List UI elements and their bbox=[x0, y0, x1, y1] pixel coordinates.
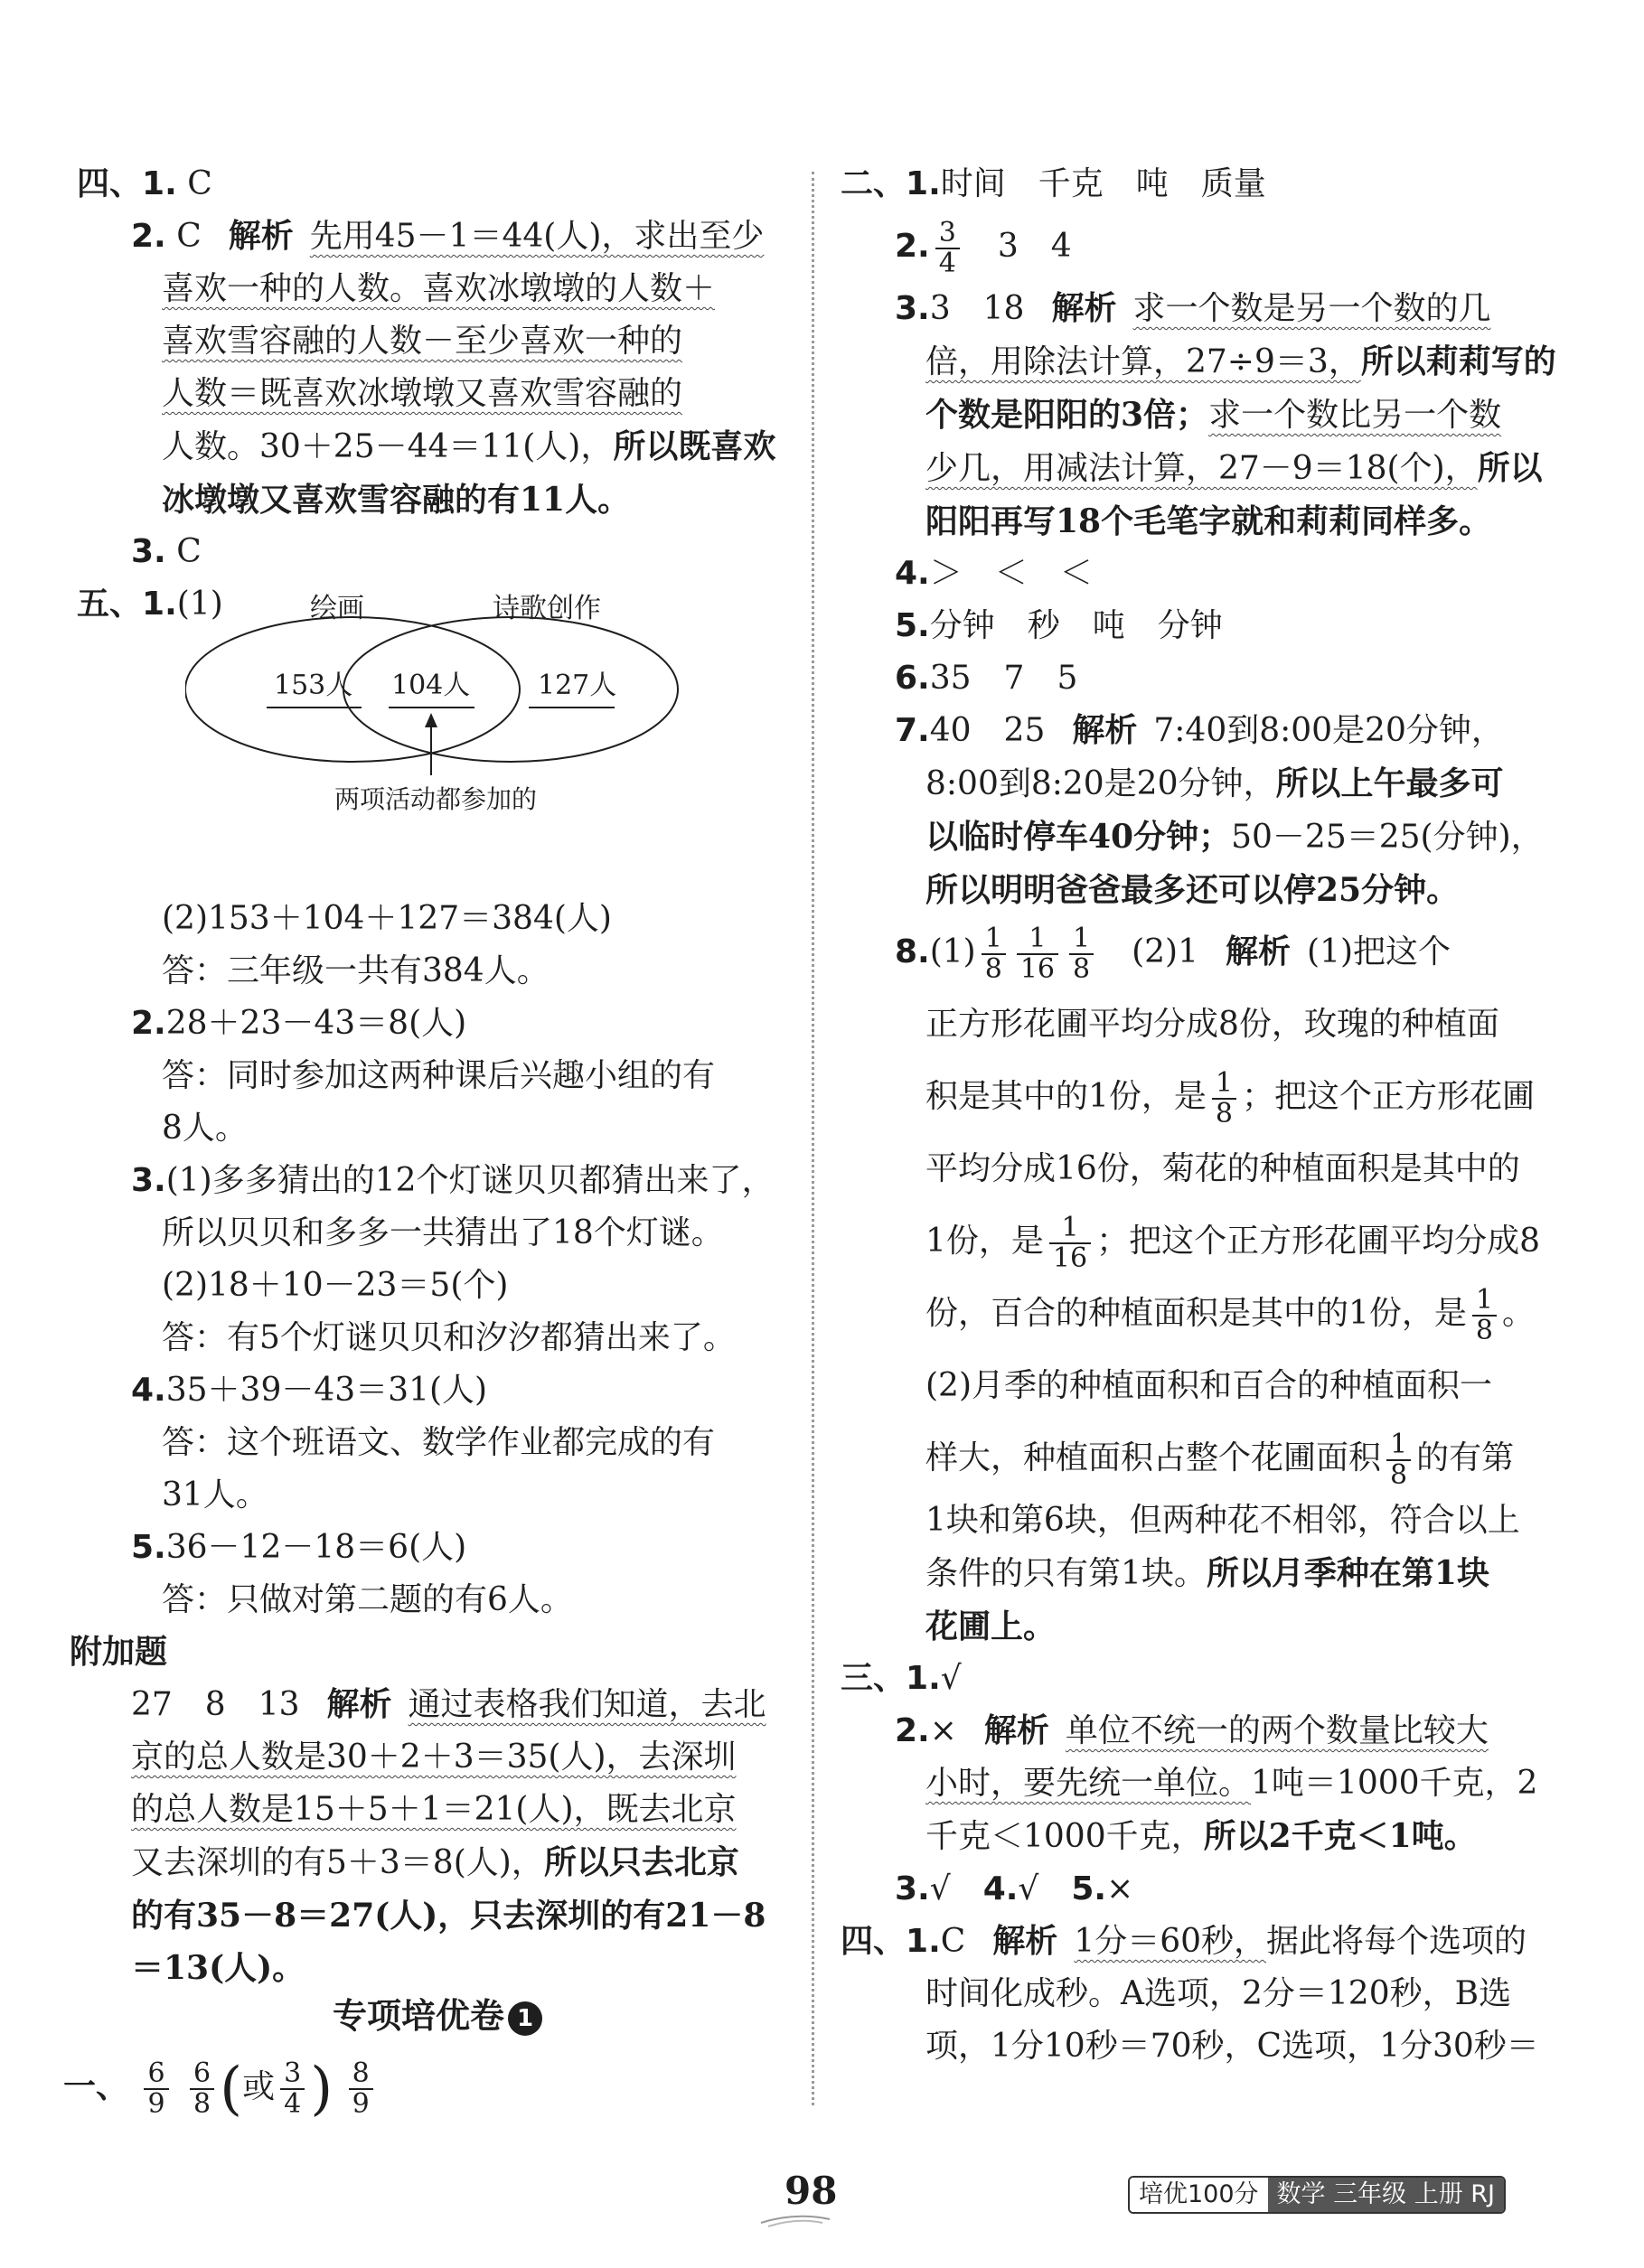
s5-q4: 4.35＋39－43＝31(人) bbox=[131, 1372, 488, 1409]
s5-q2: 2.28＋23－43＝8(人) bbox=[131, 1005, 467, 1042]
column-divider bbox=[812, 172, 814, 2105]
venn-arrow-label: 两项活动都参加的 bbox=[334, 784, 538, 814]
page-number: 98 bbox=[784, 2169, 838, 2213]
page-footer bbox=[0, 2169, 1644, 2241]
venn-left-only: 153人 bbox=[274, 670, 353, 701]
arrow-head bbox=[425, 713, 437, 727]
s4-q1: 四、1. C bbox=[77, 165, 212, 202]
s2-q4: 4.＞ ＜ ＜ bbox=[895, 555, 1093, 592]
extra-heading: 附加题 bbox=[70, 1634, 168, 1671]
left-column: 四、1. C 2. C 解析 先用45－1＝44(人)，求出至少 喜欢一种的人数。喜欢冰墩墩的人数＋ 喜欢雪容融的人数－至少喜欢一种的 人数＝既喜欢冰墩墩又喜欢雪容融的 人数。30＋25－44＝11(人)，所以既喜欢 冰墩墩又喜欢雪容融的有11人。 3. C 五、1.(1) 绘画 诗歌创作 153人 104人 127人 两项活动都参加的 (2)153＋104＋127＝384(人) 答：三年级一共有384人。 2.28＋23－43＝8(人) 答：同时参加这两种课后兴趣小组的有 8人。 3.(1)多多猜出的12个灯谜贝贝都猜出来了， 所以贝贝和多多一共猜出了18个灯谜。 (2)18＋10－23＝5(个) 答：有5个灯谜贝贝和汐汐都猜出来了。 4.35＋39－43＝31(人) 答：这个班语文、数学作业都完成的有 31人。 5.36－12－18＝6(人) 答：只做对第二题的有6人。 附加题 27 8 13 解析 通过表格我们知道，去北 京的总人数是30＋2＋3＝35(人)，去深圳 的总人数是15＋5＋1＝21(人)，既去北京 又去深圳的有5＋3＝8(人)，所以只去北京 的有35－8＝27(人)，只去深圳的有21－8 ＝13(人)。 bbox=[77, 158, 791, 1994]
s4-q3: 3. C bbox=[131, 533, 202, 570]
s2-q2: 2. $\frac{3}{4}$ 3 4 bbox=[895, 217, 1072, 279]
swoosh-icon bbox=[759, 2210, 831, 2228]
s2-q7: 7.40 25 解析 7:40到8:00是20分钟， bbox=[895, 712, 1504, 749]
right-column: 二、1.时间 千克 吨 质量 2. $\frac{3}{4}$ 3 4 3.3 18 解析 求一个数是另一个数的几 倍，用除法计算，27÷9＝3，所以莉莉写的 个数是阳阳的3倍；求一个数比另一个数 少几，用减法计算，27－9＝18(个)，所以 阳阳再写18个毛笔字就和莉莉同样多。 4.＞ ＜ ＜ 5.分钟 秒 吨 分钟 6.35 7 5 7.40 25 解析 7:40到8:00是20分钟， 8:00到8:20是20分钟，所以上午最多可 以临时停车40分钟；50－25＝25(分钟)， 所以明明爸爸最多还可以停25分钟。 8.(1) $\frac{1}{8}$ $\frac{1}{16}$ $\frac{1}{8}$ (2)1 解析 (1)把这个 正方形花圃平均分成8份，玫瑰的种植面 积是其中的1份，是 $\frac{1}{8}$ ；把这个正方形花圃 平均分成16份，菊花的种植面积是其中的 1份，是 $\frac{1}{16}$ ；把这个正方形花圃平均分成8 份，百合的种植面积是其中的1份，是 $\frac{1}{8}$ 。 (2)月季的种植面积和百合的种植面积一 样大，种植面积占整个花圃面积 $\frac{1}{8}$ 的有第 1块和第6块，但两种花不相邻，符合以上 条件的只有第1块。所以月季种在第1块 花圃上。 三、1.√ 2.× 解析 单位不统一的两个数量比较大 小时，要先统一单位。1吨＝1000千克，2 千克＜1000千克，所以2千克＜1吨。 3.√ 4.√ 5.× 四、1.C 解析 1分＝60秒，据此将每个选项的 时间化成秒。A选项，2分＝120秒，B选 项，1分10秒＝70秒，C选项，1分30秒＝ bbox=[841, 158, 1555, 2073]
s2-q1: 二、1.时间 千克 吨 质量 bbox=[841, 165, 1266, 202]
venn-right-only: 127人 bbox=[538, 670, 617, 701]
s3-q345: 3.√ 4.√ 5.× bbox=[895, 1870, 1134, 1907]
venn-both: 104人 bbox=[391, 670, 471, 701]
s1-fractions: 一、 $\frac{6}{9}$ $\frac{6}{8}$ (或 $\frac{3}{4}$ ) $\frac{8}{9}$ bbox=[63, 2051, 379, 2125]
s4r-q1: 四、1.C 解析 1分＝60秒，据此将每个选项的 bbox=[841, 1923, 1527, 1960]
badge-number: 1 bbox=[508, 2001, 542, 2036]
s5-q1: 五、1.(1) bbox=[77, 586, 223, 623]
s3-q2: 2.× 解析 单位不统一的两个数量比较大 bbox=[895, 1712, 1489, 1749]
s2-q8: 8.(1) $\frac{1}{8}$ $\frac{1}{16}$ $\frac{1}{8}$ (2)1 解析 (1)把这个 bbox=[895, 923, 1451, 985]
venn-right-label: 诗歌创作 bbox=[493, 593, 601, 624]
venn-left-label: 绘画 bbox=[310, 593, 364, 624]
s2-q5: 5.分钟 秒 吨 分钟 bbox=[895, 607, 1223, 644]
s5-q5: 5.36－12－18＝6(人) bbox=[131, 1529, 467, 1566]
s5-q3: 3.(1)多多猜出的12个灯谜贝贝都猜出来了， bbox=[131, 1162, 775, 1199]
extra-answer: 27 8 13 解析 通过表格我们知道，去北 bbox=[131, 1686, 766, 1723]
s4-q2: 2. C 解析 先用45－1＝44(人)，求出至少 bbox=[131, 218, 765, 255]
brand-label: 培优100分 数学 三年级 上册 RJ bbox=[1128, 2176, 1506, 2214]
special-section-title: 专项培优卷 1 bbox=[333, 1988, 542, 2038]
s2-q6: 6.35 7 5 bbox=[895, 660, 1078, 697]
s3-q1: 三、1.√ bbox=[841, 1660, 962, 1697]
s2-q3: 3.3 18 解析 求一个数是另一个数的几 bbox=[895, 290, 1491, 327]
